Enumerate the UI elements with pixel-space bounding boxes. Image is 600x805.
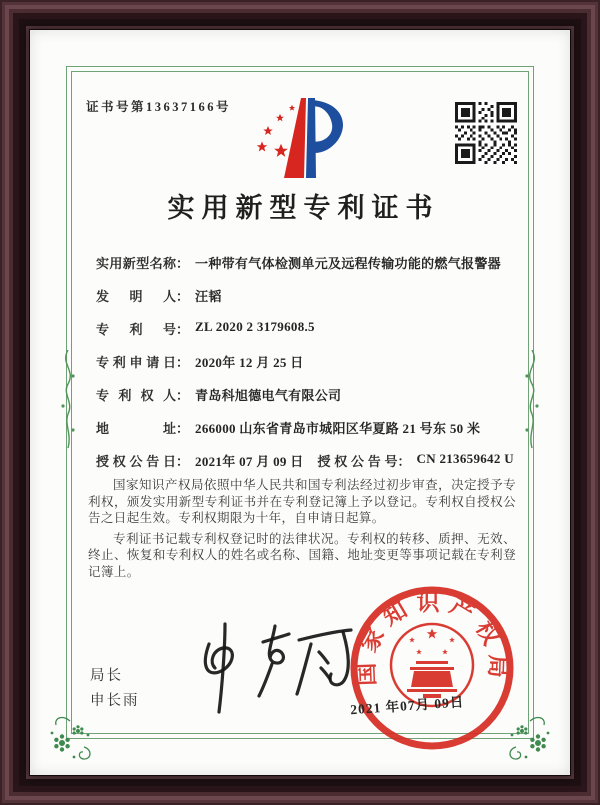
cnipa-logo-icon <box>250 94 350 186</box>
field-colon: ： <box>176 355 190 370</box>
field-row-name <box>96 253 520 286</box>
signer-name: 申长雨 <box>90 693 140 709</box>
field-colon: ： <box>397 454 411 469</box>
field-row-inventor <box>96 286 520 319</box>
grant-date-value: 2021年 07 月 09 日 <box>195 454 304 469</box>
field-value: 2020年 12 月 25 日 <box>195 355 304 370</box>
field-value: 266000 山东省青岛市城阳区华夏路 21 号东 50 米 <box>195 421 481 436</box>
grant-date-label: 授权公告日 <box>96 454 176 469</box>
qr-code <box>455 102 517 164</box>
field-colon: ： <box>176 256 190 271</box>
grant-no-label: 授权公告号 <box>317 454 398 469</box>
signer-title: 局长 <box>90 668 123 684</box>
signer-block <box>90 664 140 714</box>
field-label: 实用新型名称 <box>96 256 176 271</box>
field-value: 汪韬 <box>195 289 222 304</box>
field-colon: ： <box>176 289 190 304</box>
seal-date: 2021 年07月 09日 <box>349 694 465 718</box>
legal-paragraph-1: 国家知识产权局依照中华人民共和国专利法经过初步审查，决定授予专利权，颁发实用新型专利证书并在专利登记簿上予以登记。专利权自授权公告之日起生效。专利权期限为十年，自申请日起算。 <box>88 478 516 525</box>
field-colon: ： <box>176 388 190 403</box>
field-list <box>96 253 520 484</box>
field-row-address <box>96 418 520 451</box>
certificate-title: 实用新型专利证书 <box>167 193 440 223</box>
field-colon: ： <box>176 421 190 436</box>
field-label: 专利号 <box>96 322 176 337</box>
field-label: 地址 <box>96 421 176 436</box>
field-label: 专利权人 <box>96 388 176 403</box>
seal-ring-text: 国家知识产权局 <box>353 589 511 687</box>
certificate-number: 证书号第13637166号 <box>86 100 232 114</box>
field-label: 专利申请日 <box>96 355 176 370</box>
signature-autograph <box>195 618 355 718</box>
field-row-patent-no <box>96 319 520 352</box>
field-row-patentee <box>96 385 520 418</box>
field-label: 发明人 <box>96 289 176 304</box>
field-value: ZL 2020 2 3179608.5 <box>195 319 315 334</box>
field-value: 青岛科旭德电气有限公司 <box>195 388 342 403</box>
grant-no-value: CN 213659642 U <box>416 451 514 466</box>
field-value: 一种带有气体检测单元及远程传输功能的燃气报警器 <box>195 256 501 271</box>
legal-paragraph-2: 专利证书记载专利权登记时的法律状况。专利权的转移、质押、无效、终止、恢复和专利权人的姓名或名称、国籍、地址变更等事项记载在专利登记簿上。 <box>88 531 516 579</box>
field-row-filing-date <box>96 352 520 385</box>
legal-text-block <box>88 477 516 584</box>
official-seal <box>337 573 527 763</box>
field-colon: ： <box>176 322 190 337</box>
field-colon: ： <box>176 454 190 469</box>
